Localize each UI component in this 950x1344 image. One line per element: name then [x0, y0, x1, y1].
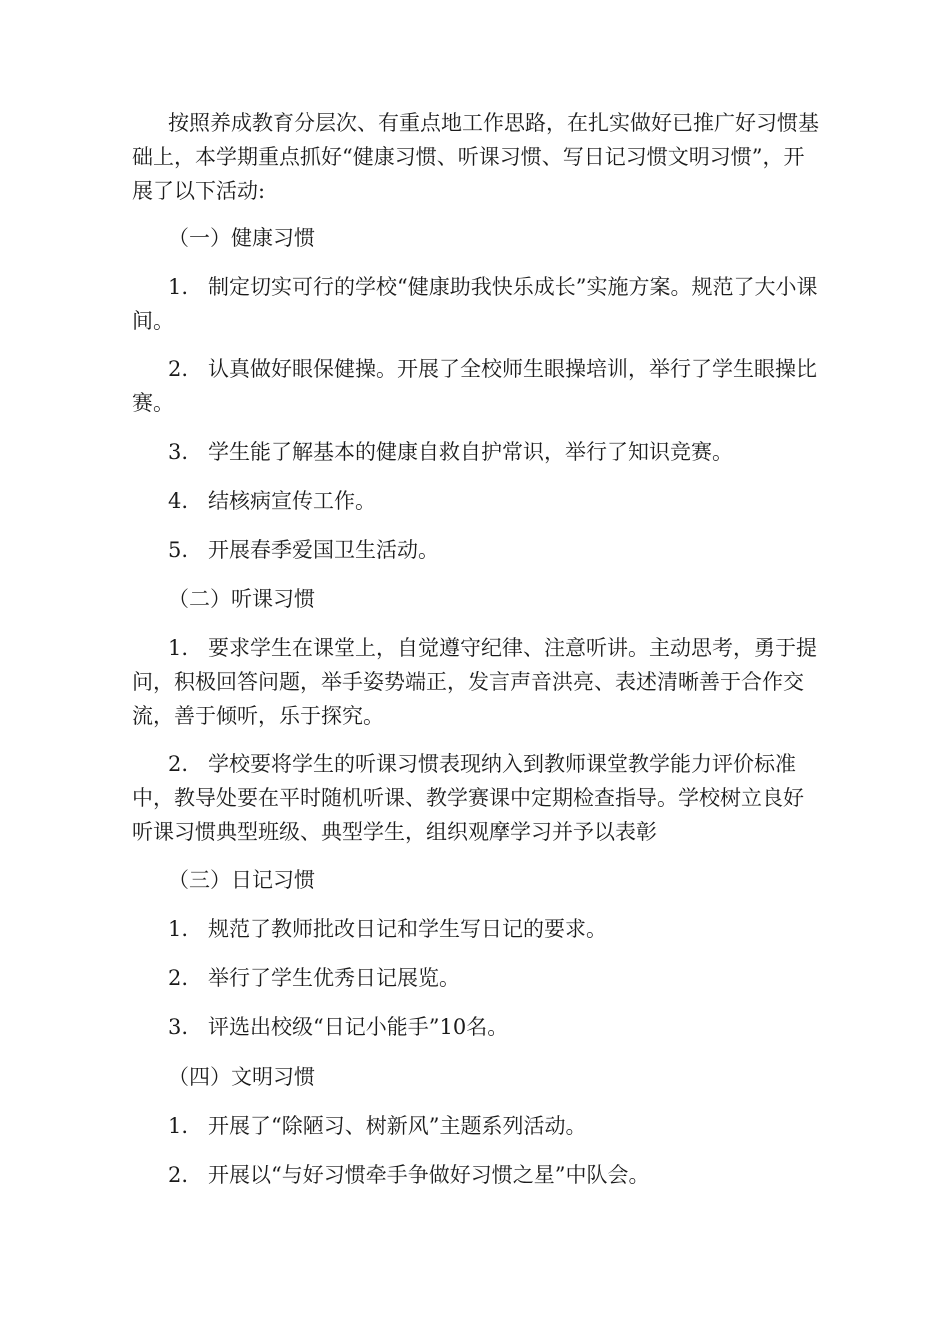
- list-item: [132, 961, 822, 995]
- item-text: 学生能了解基本的健康自救自护常识，举行了知识竞赛。: [208, 440, 733, 464]
- item-text: 开展春季爱国卫生活动。: [208, 538, 439, 562]
- item-number: 1.: [168, 636, 189, 660]
- item-number: 1.: [168, 1114, 189, 1138]
- item-number: 5.: [168, 538, 189, 562]
- list-item: [132, 435, 822, 469]
- item-text: 举行了学生优秀日记展览。: [208, 966, 460, 990]
- item-number: 2.: [168, 966, 189, 990]
- list-item: [132, 1109, 822, 1143]
- list-item: [132, 1158, 822, 1192]
- section-heading-civility: （四）文明习惯: [168, 1065, 315, 1089]
- item-text: 开展以“与好习惯牵手争做好习惯之星”中队会。: [208, 1163, 650, 1187]
- item-number: 2.: [168, 1163, 189, 1187]
- section-heading-health: （一）健康习惯: [168, 226, 315, 250]
- item-number: 2.: [168, 357, 189, 381]
- item-number: 4.: [168, 489, 189, 513]
- list-item: [132, 912, 822, 946]
- item-text: 认真做好眼保健操。开展了全校师生眼操培训，举行了学生眼操比赛。: [132, 357, 817, 415]
- item-number: 1.: [168, 275, 189, 299]
- item-text: 结核病宣传工作。: [208, 489, 376, 513]
- item-text: 开展了“除陋习、树新风”主题系列活动。: [208, 1114, 587, 1138]
- list-item: [132, 533, 822, 567]
- section-heading-diary: （三）日记习惯: [168, 868, 315, 892]
- list-item: [132, 270, 822, 338]
- list-item: [132, 352, 822, 420]
- item-text: 评选出校级“日记小能手”10名。: [208, 1015, 509, 1039]
- item-text: 学校要将学生的听课习惯表现纳入到教师课堂教学能力评价标准中，教导处要在平时随机听课、教学赛课中定期检查指导。学校树立良好听课习惯典型班级、典型学生，组织观摩学习并予以表彰: [132, 752, 804, 844]
- intro-paragraph: 按照养成教育分层次、有重点地工作思路，在扎实做好已推广好习惯基础上，本学期重点抓好“健康习惯、听课习惯、写日记习惯文明习惯”，开展了以下活动:: [132, 111, 819, 203]
- section-heading-listening: （二）听课习惯: [168, 587, 315, 611]
- list-item: [132, 484, 822, 518]
- item-number: 2.: [168, 752, 189, 776]
- list-item: [132, 747, 822, 849]
- item-number: 3.: [168, 440, 189, 464]
- item-number: 3.: [168, 1015, 189, 1039]
- list-item: [132, 631, 822, 733]
- item-text: 要求学生在课堂上，自觉遵守纪律、注意听讲。主动思考，勇于提问，积极回答问题，举手姿势端正，发言声音洪亮、表述清晰善于合作交流，善于倾听，乐于探究。: [132, 636, 817, 728]
- item-text: 规范了教师批改日记和学生写日记的要求。: [208, 917, 607, 941]
- list-item: [132, 1010, 822, 1044]
- item-text: 制定切实可行的学校“健康助我快乐成长”实施方案。规范了大小课间。: [132, 275, 818, 333]
- item-number: 1.: [168, 917, 189, 941]
